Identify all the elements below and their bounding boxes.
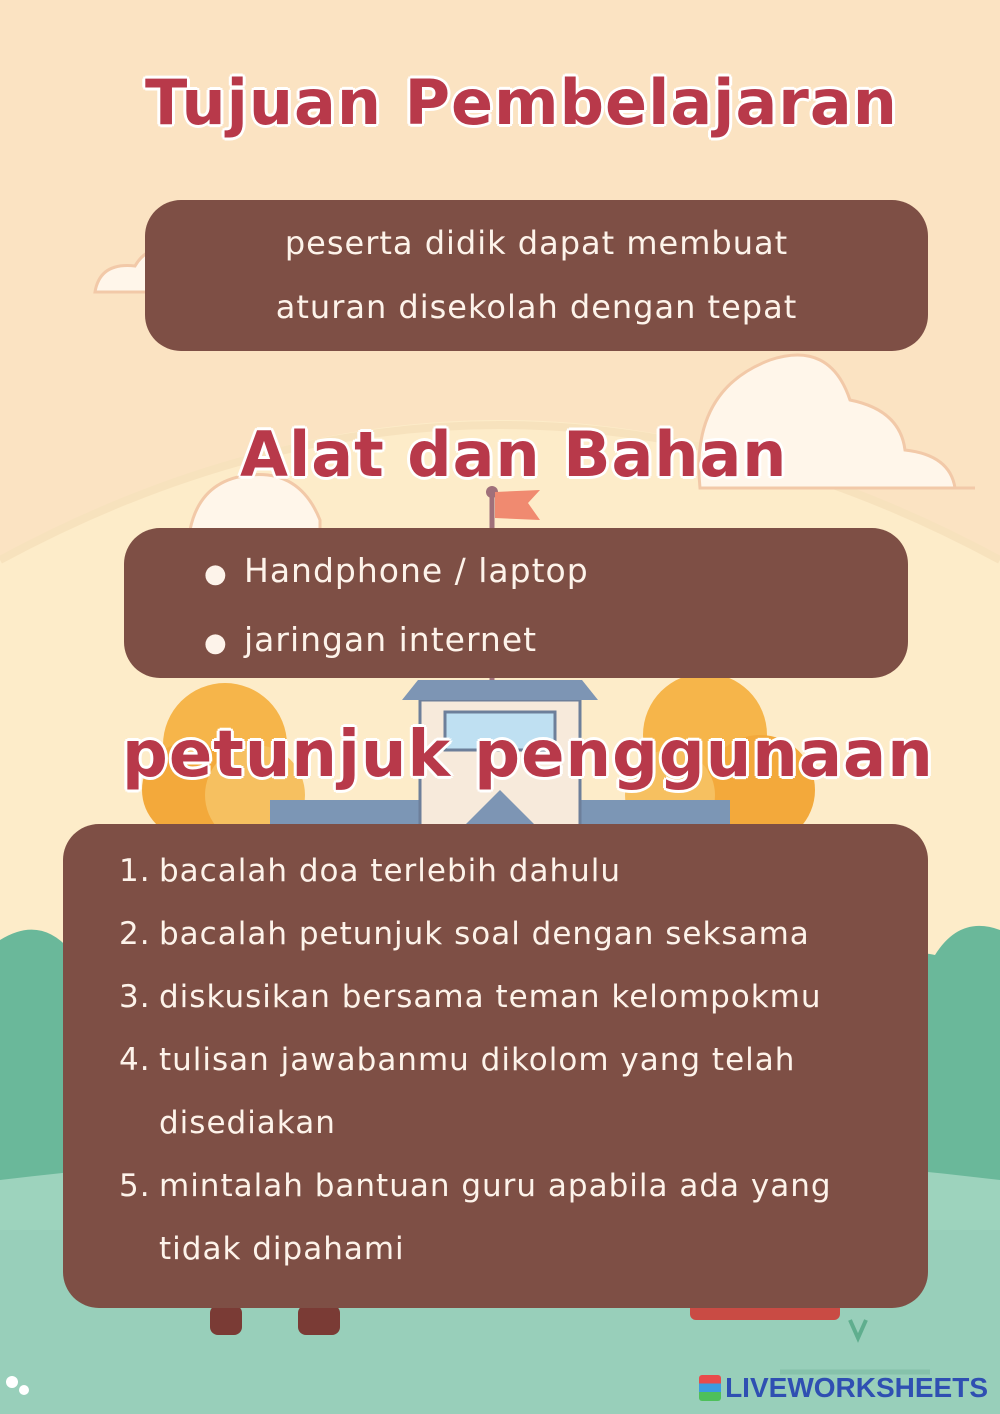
list-item	[87, 903, 904, 966]
step-number: 1.	[119, 853, 151, 889]
list-item	[87, 840, 904, 903]
bullet-icon: ●	[204, 628, 228, 658]
goal-line: peserta didik dapat membuat	[284, 224, 789, 262]
learning-goal-panel	[145, 200, 928, 351]
instructions-panel	[63, 824, 928, 1308]
list-item	[204, 607, 908, 676]
step-text: bacalah doa terlebih dahulu	[159, 853, 621, 889]
liveworksheets-logo-icon	[699, 1375, 721, 1401]
step-number: 3.	[119, 979, 151, 1015]
instructions-heading: petunjuk penggunaan	[122, 718, 934, 792]
tools-heading: Alat dan Bahan	[240, 418, 788, 491]
page-title: Tujuan Pembelajaran	[145, 66, 898, 139]
goal-line: aturan disekolah dengan tepat	[275, 288, 798, 326]
tools-panel	[124, 528, 908, 678]
bullet-icon: ●	[204, 559, 228, 589]
instructions-list	[87, 840, 904, 1281]
liveworksheets-brand[interactable]	[699, 1372, 988, 1404]
tools-list	[204, 538, 908, 676]
list-item	[87, 1029, 904, 1155]
tool-label: Handphone / laptop	[244, 551, 589, 590]
step-text: diskusikan bersama teman kelompokmu	[159, 979, 822, 1015]
list-item	[87, 966, 904, 1029]
step-number: 5.	[119, 1168, 151, 1204]
list-item	[87, 1155, 904, 1281]
brand-label: LIVEWORKSHEETS	[725, 1372, 988, 1403]
tool-label: jaringan internet	[244, 620, 538, 659]
step-text: mintalah bantuan guru apabila ada yang tidak dipahami	[159, 1168, 832, 1267]
step-number: 4.	[119, 1042, 151, 1078]
step-text: bacalah petunjuk soal dengan seksama	[159, 916, 810, 952]
list-item	[204, 538, 908, 607]
step-text: tulisan jawabanmu dikolom yang telah disediakan	[159, 1042, 796, 1141]
step-number: 2.	[119, 916, 151, 952]
